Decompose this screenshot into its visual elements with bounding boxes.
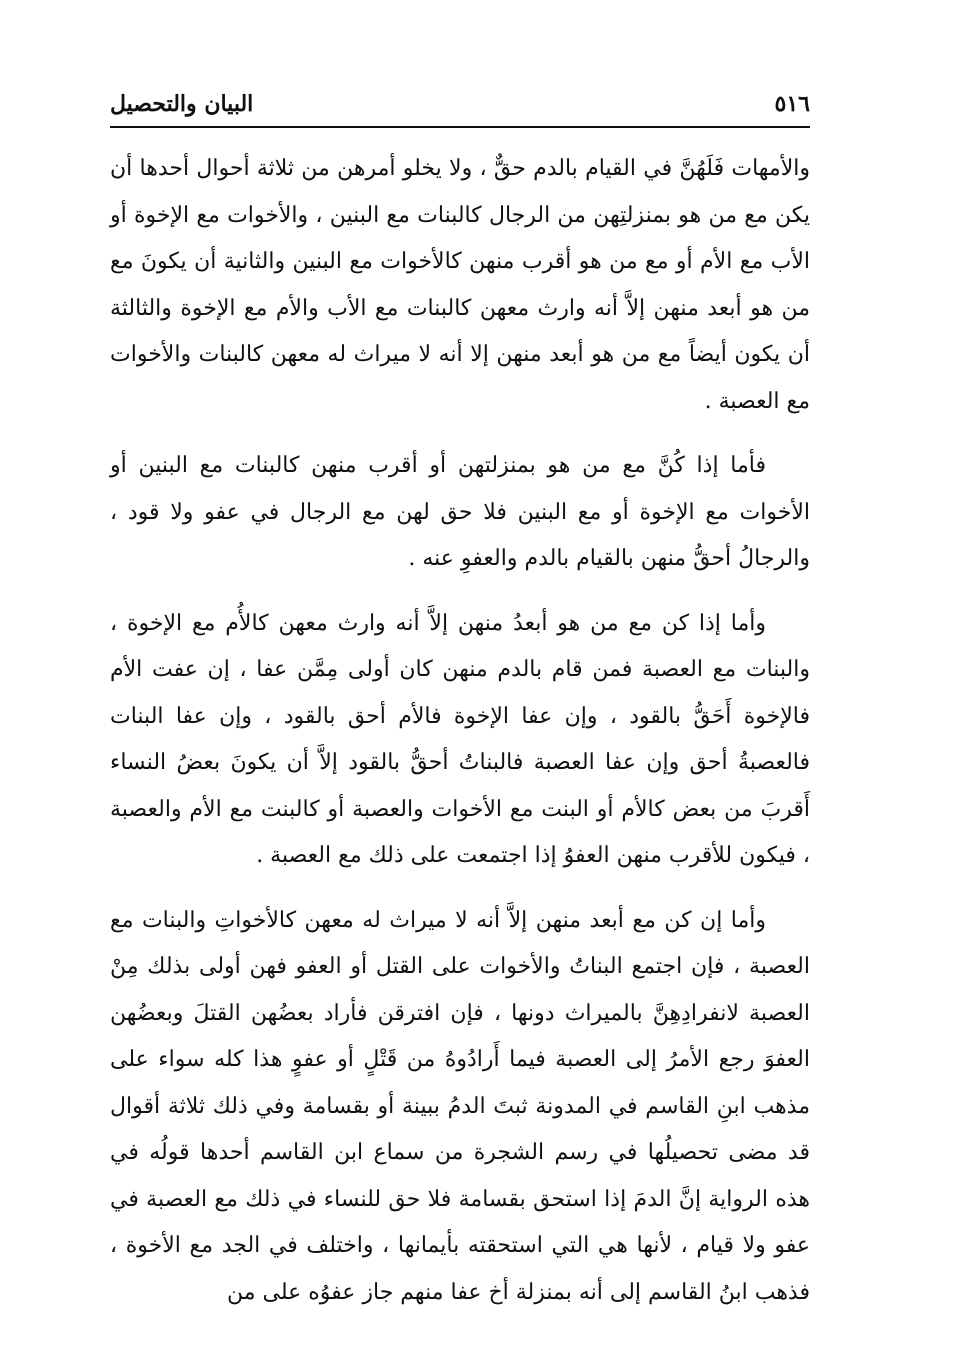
- page-number: ٥١٦: [774, 91, 810, 117]
- header-divider: [110, 126, 810, 128]
- paragraph-1: والأمهات فَلَهُنَّ في القيام بالدم حقٌّ ، ولا يخلو أمرهن من ثلاثة أحوال أحدها أن يكن مع من هو بمنزلتِهن من الرجال كالبنات مع البنين ، والأخوات مع الإخوة أو الأب مع الأم أو مع من هو أقرب منهن كالأخوات مع البنين والثانية أن يكونَ مع من هو أبعد منهن إلاَّ أنه وارث معهن كالبنات مع الأب والأم مع الإخوة والثالثة أن يكون أيضاً مع من هو أبعد منهن إلا أنه لا ميراث له معهن كالبنات والأخوات مع العصبة .: [110, 156, 810, 414]
- paragraph-4: وأما إن كن مع أبعد منهن إلاَّ أنه لا ميراث له معهن كالأخواتِ والبنات مع العصبة ، فإن اجتمع البناتُ والأخوات على القتل أو العفو فهن أولى بذلك مِنْ العصبة لانفرادِهِنَّ بالميراث دونها ، فإن افترقن فأراد بعضُهن القتلَ وبعضُهن العفوَ رجع الأمرُ إلى العصبة فيما أَرادُوهُ من قَتْلٍ أو عفوٍ هذا كله سواء على مذهب ابنِ القاسم في المدونة ثبتَ الدمُ ببينة أو بقسامة وفي ذلك ثلاثة أقوال قد مضى تحصيلُها في رسم الشجرة من سماع ابن القاسم أحدها قولُه في هذه الرواية إنَّ الدمَ إذا استحق بقسامة فلا حق للنساء في ذلك مع العصبة في عفو ولا قيام ، لأنها هي التي استحقته بأيمانها ، واختلف في الجد مع الأخوة ، فذهب ابنُ القاسم إلى أنه بمنزلة أخ عفا منهم جاز عفوُه على من: [110, 907, 810, 1305]
- paragraph-3: وأما إذا كن مع من هو أبعدُ منهن إلاَّ أنه وارث معهن كالأُم مع الإخوة ، والبنات مع العصبة فمن قام بالدم منهن كان أولى مِمَّن عفا ، إن عفت الأم فالإخوة أَحَقُّ بالقود ، وإن عفا الإخوة فالأم أحق بالقود ، وإن عفا البنات فالعصبةُ أحق وإن عفا العصبة فالبناتُ أحقُّ بالقود إلاَّ أن يكونَ بعضُ النساء أَقربَ من بعض كالأم أو البنت مع الأخوات والعصبة أو كالبنت مع الأم والعصبة ، فيكون للأقرب منهن العفوُ إذا اجتمعت على ذلك مع العصبة .: [110, 610, 810, 868]
- page-body: [110, 146, 810, 1334]
- page-header: [110, 88, 810, 124]
- running-title: البيان والتحصيل: [110, 91, 254, 117]
- paragraph-2: فأما إذا كُنَّ مع من هو بمنزلتهن أو أقرب منهن كالبنات مع البنين أو الأخوات مع الإخوة أو مع البنين فلا حق لهن مع الرجال في عفو ولا قود ، والرجالُ أحقُّ منهن بالقيام بالدم والعفوِ عنه .: [110, 453, 810, 571]
